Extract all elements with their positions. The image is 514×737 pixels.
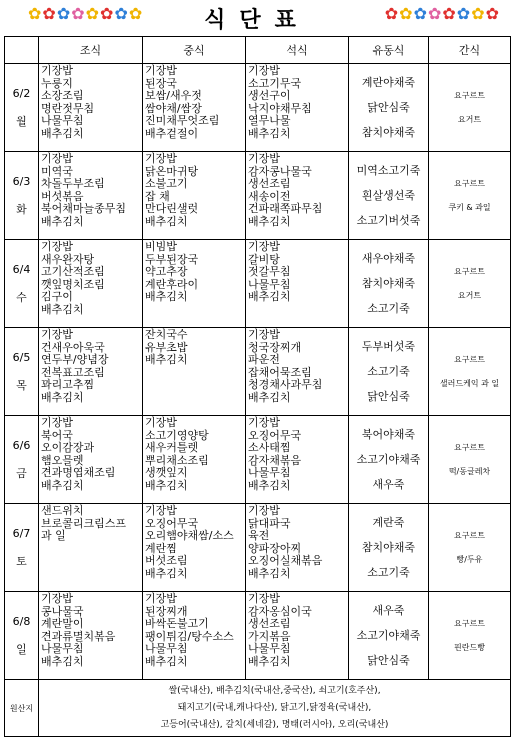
weekday-label: 수 (16, 290, 27, 304)
menu-item: 오징어무국 (248, 428, 302, 442)
menu-item: 배추김치 (41, 390, 84, 404)
menu-item: 기장밥 (41, 240, 73, 253)
menu-item: 유부초밥 (145, 340, 188, 354)
menu-item: 배추김치 (145, 290, 188, 303)
menu-item: 새우야채죽 (361, 252, 416, 265)
menu-item: 전복표고조림 (41, 365, 105, 379)
menu-item: 북어채마늘종무침 (41, 202, 127, 215)
dinner-cell (246, 240, 349, 328)
menu-item: 바싹돈불고기 (145, 617, 209, 630)
menu-item: 미역국 (41, 164, 73, 178)
menu-item: 브로콜리크림스프 (41, 516, 127, 530)
menu-item: 쿠키 & 과일 (448, 202, 491, 212)
menu-item: 기장밥 (145, 592, 177, 605)
menu-item: 미역소고기죽 (356, 164, 421, 177)
dinner-cell (246, 592, 349, 680)
menu-item: 흰살생선죽 (361, 189, 416, 202)
menu-item: 생선조림 (248, 617, 291, 630)
snack-cell (429, 504, 511, 592)
menu-item: 북어국 (41, 428, 73, 442)
menu-item: 청경채사과무침 (248, 378, 323, 391)
menu-item: 닭온마귀탕 (145, 164, 199, 178)
menu-item: 기장밥 (145, 64, 177, 77)
snack-cell (429, 328, 511, 416)
menu-item: 감자옹심이국 (248, 604, 312, 618)
snack-cell (429, 592, 511, 680)
menu-item: 새우완자탕 (41, 252, 95, 266)
menu-item: 갈비탕 (248, 252, 280, 266)
menu-item: 기장밥 (248, 416, 280, 429)
menu-item: 기장밥 (145, 416, 177, 429)
menu-item: 소사태찜 (248, 441, 291, 454)
menu-item: 고기산적조림 (41, 265, 105, 278)
menu-item: 소고기야채죽 (356, 453, 421, 466)
col-porridge-header: 유동식 (349, 37, 429, 64)
porridge-cell (349, 152, 429, 240)
origin-label: 원산지 (5, 680, 39, 737)
dinner-cell (246, 328, 349, 416)
menu-item: 새우죽 (372, 478, 405, 491)
breakfast-cell (39, 416, 143, 504)
menu-item: 핀란드빵 (454, 642, 485, 652)
dinner-cell (246, 152, 349, 240)
menu-table (4, 36, 511, 737)
menu-item: 쌈야채/쌈장 (145, 101, 202, 115)
day-cell (5, 328, 39, 416)
menu-item: 배추김치 (248, 654, 291, 668)
menu-item: 콩나물국 (41, 604, 84, 618)
day-row (5, 240, 511, 328)
origin-row (5, 680, 511, 737)
menu-item: 기장밥 (248, 504, 280, 517)
menu-item: 요구르트 (454, 530, 485, 540)
menu-item: 소불고기 (145, 177, 188, 190)
day-cell (5, 416, 39, 504)
dinner-cell (246, 416, 349, 504)
menu-item: 오이감장과 (41, 441, 95, 454)
breakfast-cell (39, 504, 143, 592)
menu-item: 떡/동글레차 (448, 466, 491, 476)
menu-item: 소고기죽 (367, 302, 410, 315)
menu-item: 청국장찌개 (248, 340, 302, 354)
menu-item: 생깻잎지 (145, 466, 188, 479)
menu-item: 배추김치 (41, 654, 84, 668)
menu-item: 과 일 (41, 529, 66, 542)
menu-item: 나물무침 (145, 642, 188, 655)
menu-item: 뿌리채소조림 (145, 453, 209, 467)
day-cell (5, 152, 39, 240)
menu-item: 기장밥 (145, 504, 177, 517)
menu-item: 열무나물 (248, 114, 291, 127)
weekday-label: 월 (16, 114, 27, 128)
menu-item: 만다린샐럿 (145, 202, 199, 215)
menu-item: 오리햄야채쌈/소스 (145, 529, 234, 542)
menu-item: 잡 채 (145, 189, 170, 203)
menu-item: 기장밥 (248, 64, 280, 77)
origin-line: 돼지고기(국내,캐나다산), 닭고기,닭정육(국내산), (177, 702, 372, 713)
menu-item: 기장밥 (41, 328, 73, 341)
menu-item: 견과명엽채조림 (41, 466, 116, 479)
menu-item: 건새우아욱국 (41, 340, 105, 354)
menu-item: 연두부/양념장 (41, 353, 109, 366)
lunch-cell (143, 504, 246, 592)
menu-item: 기장밥 (41, 592, 73, 605)
menu-item: 낙지야채무침 (248, 101, 312, 115)
menu-item: 오징어무국 (145, 516, 199, 530)
menu-item: 요구르트 (454, 442, 485, 452)
porridge-cell (349, 592, 429, 680)
day-row (5, 592, 511, 680)
menu-item: 기장밥 (248, 240, 280, 253)
origin-line: 고등어(국내산), 갈치(세네갈), 명태(러시아), 오리(국내산) (160, 719, 389, 730)
menu-item: 배추김치 (41, 302, 84, 316)
menu-item: 약고추장 (145, 265, 188, 278)
menu-item: 배추김치 (145, 353, 188, 366)
menu-item: 두부된장국 (145, 252, 199, 266)
menu-item: 배추김치 (248, 126, 291, 140)
menu-item: 견과류멸치볶음 (41, 629, 116, 643)
snack-cell (429, 64, 511, 152)
menu-item: 차돌두부조림 (41, 177, 105, 190)
menu-item: 참치야채죽 (361, 277, 416, 290)
lunch-cell (143, 592, 246, 680)
menu-item: 감자채볶음 (248, 453, 302, 467)
menu-item: 나물무침 (41, 114, 84, 127)
menu-item: 배추겉절이 (145, 126, 199, 140)
lunch-cell (143, 328, 246, 416)
menu-item: 배추김치 (145, 478, 188, 492)
day-row (5, 152, 511, 240)
menu-item: 잡채어묵조림 (248, 365, 312, 379)
weekday-label: 토 (16, 554, 27, 568)
menu-item: 배추김치 (248, 390, 291, 404)
flower-decoration-left-icon: ✿✿✿✿✿✿✿✿ (28, 4, 144, 23)
menu-item: 계란말이 (41, 617, 84, 630)
table-header-row (5, 37, 511, 64)
menu-item: 꽈리고추찜 (41, 378, 95, 391)
menu-item: 나물무침 (248, 466, 291, 479)
page-title: 식단표 (204, 8, 310, 33)
menu-item: 요거트 (457, 114, 482, 124)
menu-item: 요거트 (457, 290, 482, 300)
menu-item: 계란찜 (145, 541, 177, 555)
origin-text (39, 680, 511, 737)
menu-item: 김구이 (41, 290, 73, 303)
porridge-cell (349, 504, 429, 592)
weekday-label: 화 (16, 202, 27, 216)
date-label: 6/3 (12, 174, 31, 188)
dinner-cell (246, 504, 349, 592)
menu-item: 새송이전 (248, 189, 291, 203)
porridge-cell (349, 416, 429, 504)
menu-item: 누룽지 (41, 76, 73, 90)
date-label: 6/6 (12, 438, 31, 452)
weekday-label: 일 (16, 642, 27, 656)
menu-item: 배추김치 (41, 214, 84, 228)
breakfast-cell (39, 152, 143, 240)
menu-item: 빵/두유 (456, 554, 483, 564)
menu-item: 기장밥 (248, 592, 280, 605)
day-cell (5, 64, 39, 152)
menu-item: 계란후라이 (145, 277, 199, 291)
date-label: 6/7 (12, 526, 31, 540)
day-row (5, 504, 511, 592)
date-label: 6/2 (12, 86, 31, 100)
menu-item: 소장조림 (41, 89, 84, 102)
weekday-label: 목 (16, 378, 27, 392)
day-row (5, 64, 511, 152)
menu-item: 닭안심죽 (367, 101, 410, 114)
menu-item: 새우죽 (372, 604, 405, 617)
col-dinner-header: 석식 (246, 37, 349, 64)
menu-item: 배추김치 (41, 126, 84, 140)
menu-item: 닭대파국 (248, 516, 291, 530)
menu-item: 요구르트 (454, 178, 485, 188)
menu-item: 파운전 (248, 353, 280, 366)
menu-item: 기장밥 (145, 152, 177, 165)
menu-item: 배추김치 (248, 566, 291, 580)
menu-item: 기장밥 (41, 152, 73, 165)
menu-item: 가지볶음 (248, 629, 291, 643)
breakfast-cell (39, 240, 143, 328)
corner-cell (5, 37, 39, 64)
menu-item: 계란야채죽 (361, 76, 416, 89)
menu-item: 소고기영양탕 (145, 428, 209, 442)
menu-item: 배추김치 (145, 214, 188, 228)
menu-item: 샐러드케익 과 일 (439, 378, 500, 388)
menu-item: 햄오믈렛 (41, 453, 84, 467)
menu-item: 나물무침 (248, 277, 291, 291)
col-snack-header: 간식 (429, 37, 511, 64)
menu-item: 된장국 (145, 76, 177, 90)
porridge-cell (349, 240, 429, 328)
weekday-label: 금 (16, 466, 27, 480)
lunch-cell (143, 416, 246, 504)
lunch-cell (143, 152, 246, 240)
menu-item: 소고기야채죽 (356, 629, 421, 642)
menu-item: 닭안심죽 (367, 390, 410, 403)
menu-item: 나물무침 (41, 642, 84, 655)
menu-item: 육전 (248, 529, 270, 542)
day-row (5, 416, 511, 504)
menu-item: 참치야채죽 (361, 541, 416, 554)
menu-item: 보쌈/새우젓 (145, 89, 202, 102)
porridge-cell (349, 328, 429, 416)
menu-item: 샌드위치 (41, 504, 84, 517)
menu-item: 진미채무엇조림 (145, 114, 220, 127)
origin-line: 쌀(국내산), 배추김치(국내산,중국산), 쇠고기(호주산), (168, 685, 381, 696)
lunch-cell (143, 64, 246, 152)
menu-item: 소고기무국 (248, 76, 302, 90)
menu-item: 배추김치 (248, 478, 291, 492)
menu-item: 감자콩나물국 (248, 164, 312, 178)
snack-cell (429, 416, 511, 504)
menu-item: 생선조림 (248, 177, 291, 190)
menu-item: 건파래쪽파무침 (248, 202, 323, 215)
menu-item: 양파장아찌 (248, 541, 302, 555)
lunch-cell (143, 240, 246, 328)
menu-item: 참치야채죽 (361, 126, 416, 139)
date-label: 6/4 (12, 262, 31, 276)
menu-item: 소고기죽 (367, 365, 410, 378)
menu-item: 잔치국수 (145, 328, 188, 341)
menu-item: 생선구이 (248, 89, 291, 102)
menu-item: 기장밥 (248, 328, 280, 341)
menu-item: 버섯조림 (145, 554, 188, 567)
menu-item: 오징어실채볶음 (248, 554, 323, 567)
date-label: 6/5 (12, 350, 31, 364)
day-row (5, 328, 511, 416)
menu-item: 소고기죽 (367, 566, 410, 579)
menu-item: 깻잎명치조림 (41, 277, 105, 291)
menu-item: 비빔밥 (145, 240, 177, 253)
snack-cell (429, 152, 511, 240)
date-label: 6/8 (12, 614, 31, 628)
menu-item: 소고기버섯죽 (356, 214, 421, 227)
menu-item: 닭안심죽 (367, 654, 410, 667)
menu-item: 된장찌개 (145, 604, 188, 618)
porridge-cell (349, 64, 429, 152)
menu-item: 배추김치 (145, 654, 188, 668)
menu-item: 요구르트 (454, 618, 485, 628)
day-cell (5, 592, 39, 680)
menu-item: 요구르트 (454, 354, 485, 364)
menu-item: 기장밥 (41, 64, 73, 77)
menu-item: 젓갈무침 (248, 265, 291, 278)
dinner-cell (246, 64, 349, 152)
header (0, 0, 514, 36)
menu-item: 배추김치 (41, 478, 84, 492)
menu-item: 계란죽 (372, 516, 405, 529)
snack-cell (429, 240, 511, 328)
menu-item: 새우커틀렛 (145, 441, 199, 454)
menu-item: 명란젓무침 (41, 101, 95, 115)
menu-item: 버섯볶음 (41, 189, 84, 203)
menu-item: 요구르트 (454, 266, 485, 276)
breakfast-cell (39, 64, 143, 152)
flower-decoration-right-icon: ✿✿✿✿✿✿✿✿ (384, 4, 500, 23)
menu-item: 북어야채죽 (361, 428, 416, 441)
menu-item: 배추김치 (145, 566, 188, 580)
menu-item: 나물무침 (248, 642, 291, 655)
col-lunch-header: 중식 (143, 37, 246, 64)
menu-item: 두부버섯죽 (361, 340, 416, 353)
menu-item: 팽이튀김/탕수소스 (145, 629, 234, 643)
menu-item: 요구르트 (454, 90, 485, 100)
menu-item: 배추김치 (248, 290, 291, 303)
menu-item: 기장밥 (41, 416, 73, 429)
day-cell (5, 504, 39, 592)
day-cell (5, 240, 39, 328)
breakfast-cell (39, 592, 143, 680)
menu-item: 배추김치 (248, 214, 291, 228)
menu-item: 기장밥 (248, 152, 280, 165)
col-breakfast-header: 조식 (39, 37, 143, 64)
breakfast-cell (39, 328, 143, 416)
